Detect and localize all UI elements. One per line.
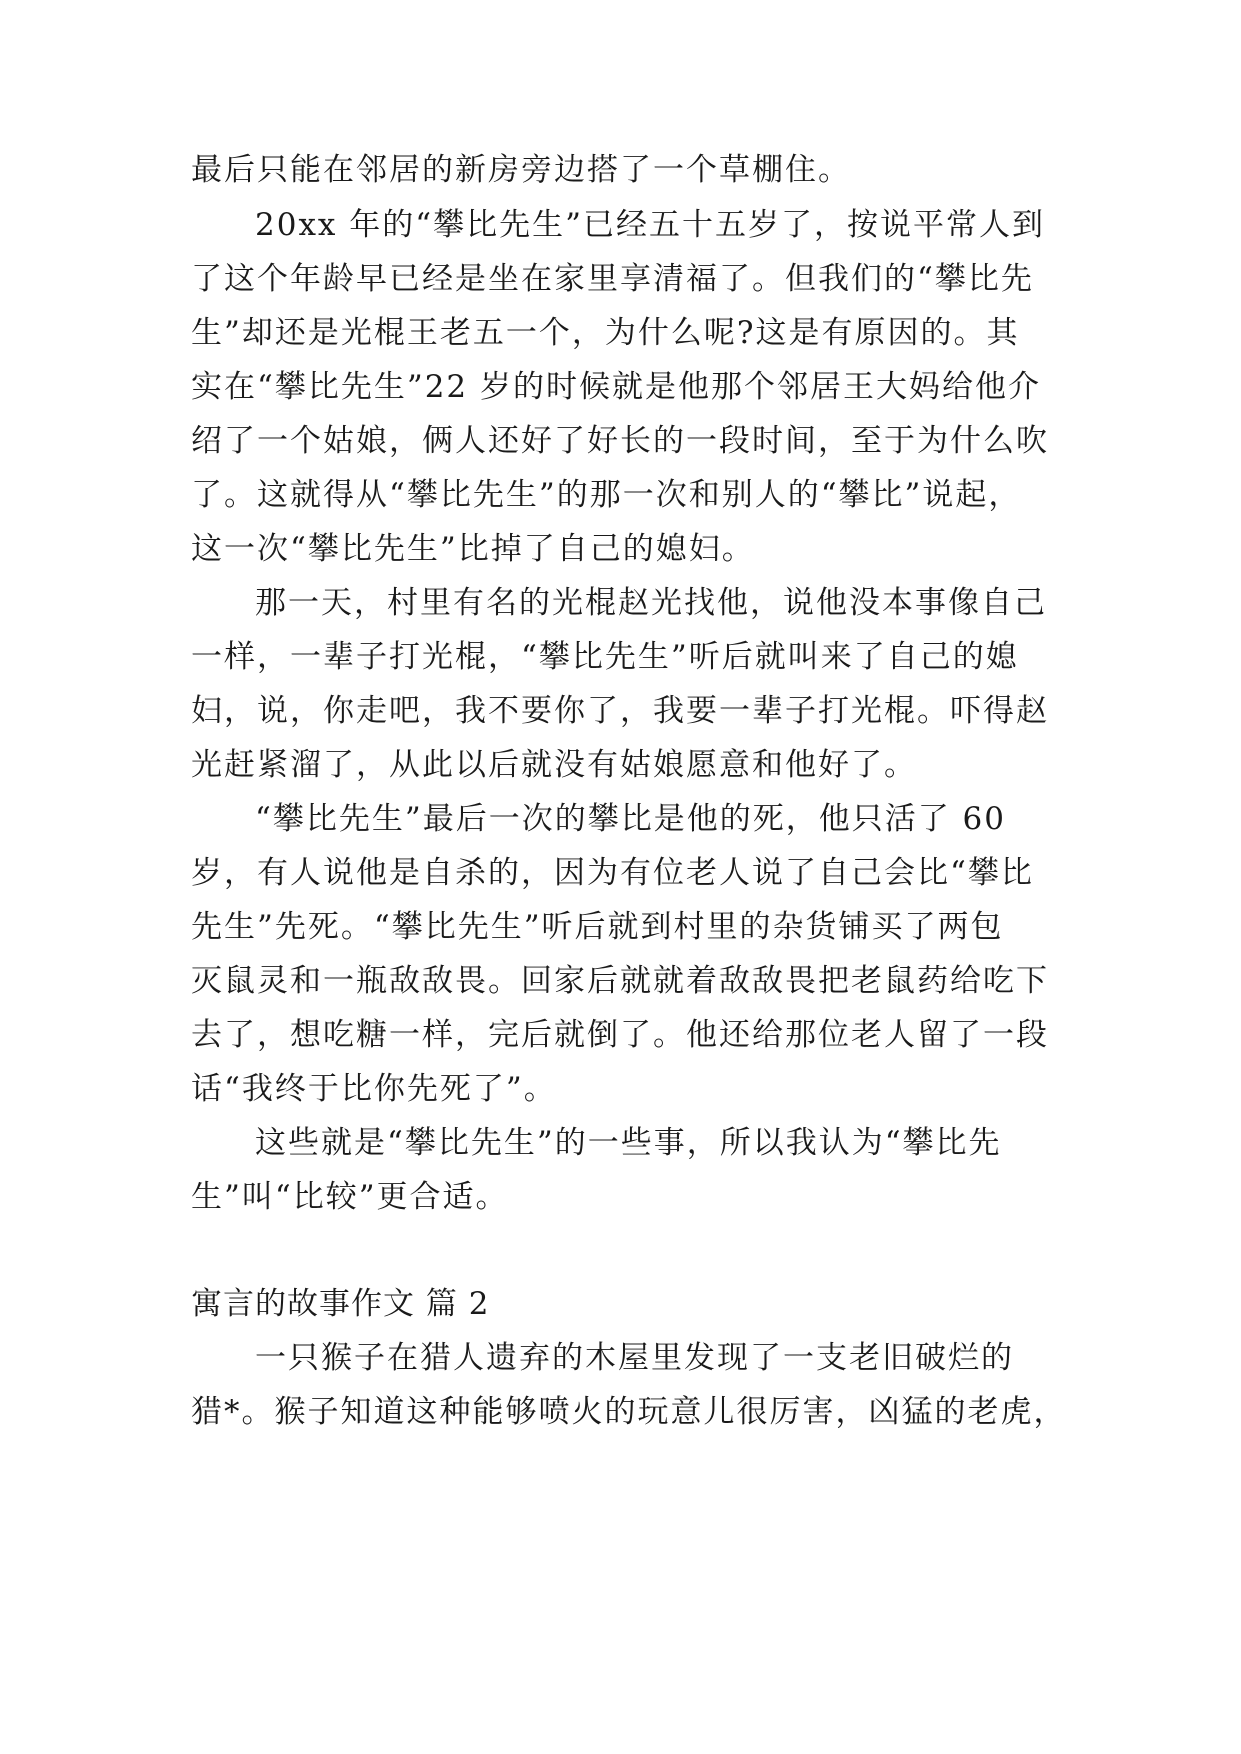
text-line: 生”却还是光棍王老五一个，为什么呢?这是有原因的。其 — [191, 315, 1020, 351]
text-line: 灭鼠灵和一瓶敌敌畏。回家后就就着敌敌畏把老鼠药给吃下 — [191, 963, 1049, 999]
text-line: 了这个年龄早已经是坐在家里享清福了。但我们的“攀比先 — [191, 261, 1034, 297]
text-line: 生”叫“比较”更合适。 — [191, 1179, 509, 1215]
text-line: 绍了一个姑娘，俩人还好了好长的一段时间，至于为什么吹 — [191, 423, 1049, 459]
paragraph-first-line: 20xx 年的“攀比先生”已经五十五岁了，按说平常人到 — [255, 207, 1045, 243]
paragraph-first-line: 这些就是“攀比先生”的一些事，所以我认为“攀比先 — [255, 1125, 1002, 1161]
text-line: 最后只能在邻居的新房旁边搭了一个草棚住。 — [191, 152, 851, 188]
paragraph-first-line: “攀比先生”最后一次的攀比是他的死，他只活了 60 — [255, 801, 1006, 837]
text-line: 去了，想吃糖一样，完后就倒了。他还给那位老人留了一段 — [191, 1017, 1049, 1053]
text-line: 猎*。猴子知道这种能够喷火的玩意儿很厉害，凶猛的老虎， — [191, 1394, 1067, 1430]
text-line: 了。这就得从“攀比先生”的那一次和别人的“攀比”说起， — [191, 477, 1022, 513]
text-line: 岁，有人说他是自杀的，因为有位老人说了自己会比“攀比 — [191, 855, 1034, 891]
paragraph-first-line: 一只猴子在猎人遗弃的木屋里发现了一支老旧破烂的 — [255, 1340, 1014, 1376]
text-line: 光赶紧溜了，从此以后就没有姑娘愿意和他好了。 — [191, 747, 917, 783]
text-line: 实在“攀比先生”22 岁的时候就是他那个邻居王大妈给他介 — [191, 369, 1041, 405]
paragraph-first-line: 那一天，村里有名的光棍赵光找他，说他没本事像自己 — [255, 585, 1047, 621]
text-line: 先生”先死。“攀比先生”听后就到村里的杂货铺买了两包 — [191, 909, 1004, 945]
text-line: 一样，一辈子打光棍，“攀比先生”听后就叫来了自己的媳 — [191, 639, 1019, 675]
text-line: 这一次“攀比先生”比掉了自己的媳妇。 — [191, 531, 755, 567]
section-heading: 寓言的故事作文 篇 2 — [191, 1286, 490, 1322]
text-line: 妇，说，你走吧，我不要你了，我要一辈子打光棍。吓得赵 — [191, 693, 1049, 729]
text-line: 话“我终于比你先死了”。 — [191, 1071, 557, 1107]
